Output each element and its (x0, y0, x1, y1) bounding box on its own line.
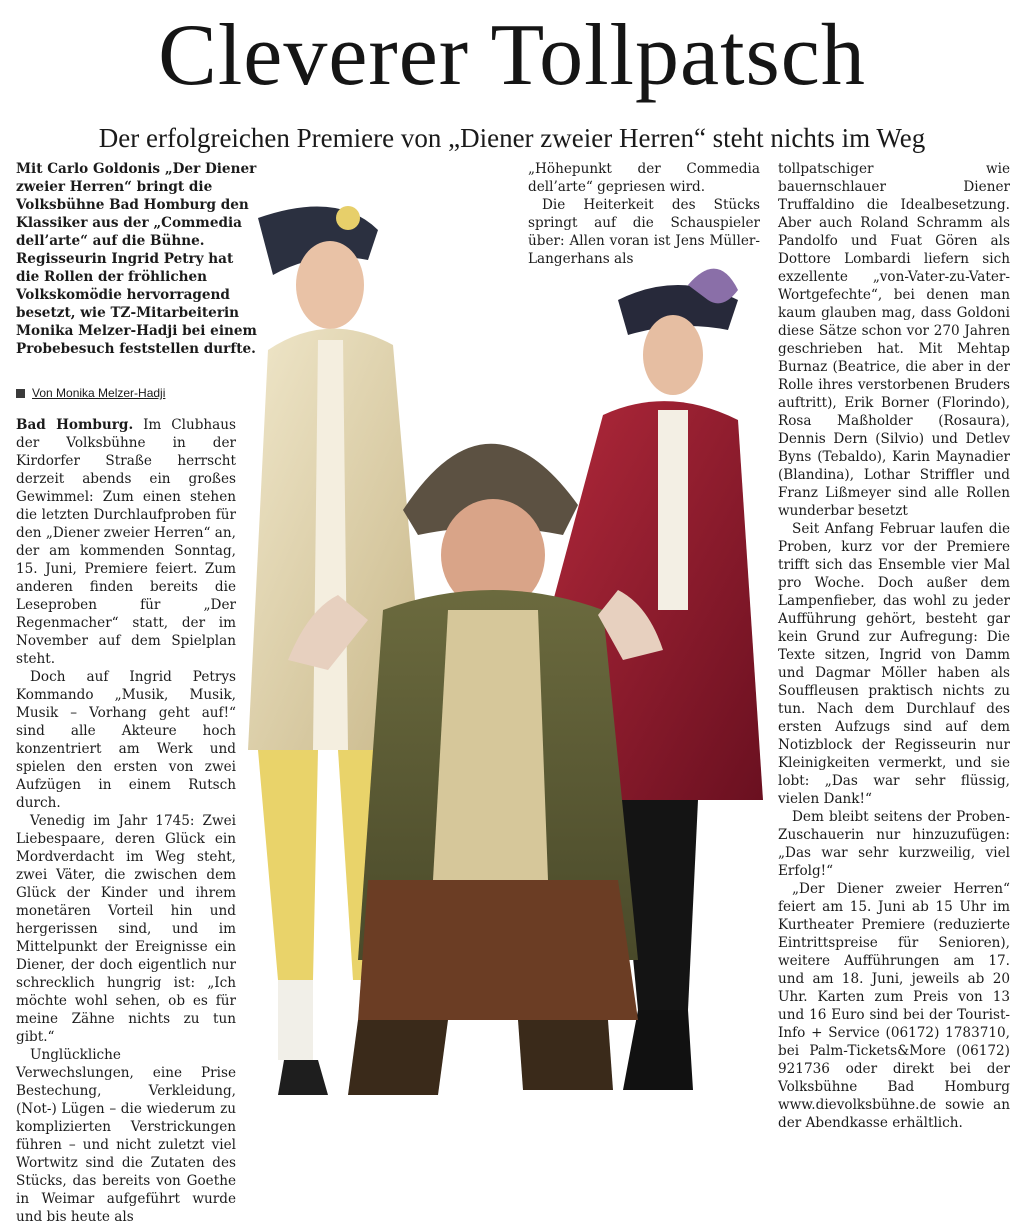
byline (16, 384, 260, 402)
paragraph: Dem bleibt seitens der Proben-Zuschauerin nur hinzuzufügen: „Das war sehr kurzweilig, viel Erfolg!“ (778, 809, 1010, 879)
paragraph: Seit Anfang Februar laufen die Proben, kurz vor der Premiere trifft sich das Ensemble vier Mal pro Woche. Doch außer dem Lampenfieber, das wohl zu jeder Aufführung gehört, besteht gar kein Grund zur Aufregung: Die Texte sitzen, Ingrid von Damm und Dagmar Möller haben als Souffleusen praktisch nichts zu tun. Nach dem Durchlauf des ersten Aufzugs sind auf dem Notizblock der Regisseurin nur Kleinigkeiten vermerkt, und sie lobt: „Das war sehr flüssig, vielen Dank!“ (778, 521, 1010, 807)
paragraph: Unglückliche Verwechslungen, eine Prise Bestechung, Verkleidung, (Not-) Lügen – die wiederum zu komplizierten Verstrickungen führen – und nicht zuletzt viel Wortwitz sind die Zutaten des Stücks, das bereits von Goethe in Weimar aufgeführt wurde und bis heute als (16, 1047, 236, 1225)
paragraph: „Der Diener zweier Herren“ feiert am 15. Juni ab 15 Uhr im Kurtheater Premiere (reduzierte Eintrittspreise für Senioren), weitere Aufführungen am 17. und am 18. Juni, jeweils ab 20 Uhr. Karten zum Preis von 13 und 16 Euro sind bei der Tourist-Info + Service (06172) 1783710, bei Palm-Tickets&More (06172) 921736 oder direkt bei der Volksbühne Bad Homburg www.dievolksbühne.de sowie an der Abendkasse erhältlich. (778, 881, 1010, 1131)
paragraph: Die Heiterkeit des Stücks springt auf die Schauspieler über: Allen voran ist Jens Müller-Langerhans als (528, 197, 760, 267)
byline-square-icon (16, 389, 25, 398)
paragraph-text: Im Clubhaus der Volksbühne in der Kirdorfer Straße herrscht derzeit abends ein großes Gewimmel: Zum einen stehen die letzten Durchlaufproben für den „Diener zweier Herren“ an, der am kommenden Sonntag, 15. Juni, Premiere feiert. Zum anderen finden bereits die Leseproben für „Der Regenmacher“ statt, der im November auf dem Spielplan steht. (16, 417, 237, 667)
column-3 (778, 160, 1010, 1132)
column-1 (16, 160, 260, 1226)
actors-photo (218, 190, 776, 1120)
headline: Cleverer Tollpatsch (158, 7, 866, 104)
paragraph: Doch auf Ingrid Petrys Kommando „Musik, Musik, Musik – Vorhang geht auf!“ sind alle Akteure hoch konzentriert am Werk und spielen den ersten von zwei Aufzügen in einem Rutsch durch. (16, 669, 236, 811)
subheadline: Der erfolgreichen Premiere von „Diener zweier Herren“ steht nichts im Weg (98, 123, 926, 153)
byline-author: Von Monika Melzer-Hadji (32, 386, 166, 400)
column-1-body (16, 416, 236, 1226)
paragraph (16, 416, 236, 668)
paragraph: tollpatschiger wie bauernschlauer Diener Truffaldino die Idealbesetzung. Aber auch Roland Schramm als Pandolfo und Fuat Gören als Dottore Lombardi liefern sich exzellente „von-Vater-zu-Vater-Wortgefechte“, bei denen man kaum glauben mag, dass Goldoni diese Sätze schon vor 270 Jahren geschrieben hat. Mit Mehtap Burnaz (Beatrice, die aber in der Rolle ihres verstorbenen Bruders auftritt), Erik Borner (Florindo), Rosa Maßholder (Rosaura), Dennis Dern (Silvio) und Detlev Byns (Tebaldo), Karin Maynadier (Blandina), Lothar Striffler und Franz Lißmeyer sind alle Rollen wunderbar besetzt (778, 161, 1010, 519)
column-2 (528, 160, 760, 268)
dateline: Bad Homburg. (16, 417, 134, 433)
article-lead: Mit Carlo Goldonis „Der Diener zweier Herren“ bringt die Volksbühne Bad Homburg den Klassiker aus der „Commedia dell’arte“ auf die Bühne. Regisseurin Ingrid Petry hat die Rollen der fröhlichen Volkskomödie hervorragend besetzt, wie TZ-Mitarbeiterin Monika Melzer-Hadji bei einem Probebesuch feststellen durfte. (16, 161, 257, 357)
paragraph: Venedig im Jahr 1745: Zwei Liebespaare, deren Glück ein Mordverdacht im Weg steht, zwei Väter, die zwischen dem Glück der Kinder und ihrem monetären Vorteil hin und hergerissen sind, und im Mittelpunkt der Ereignisse ein Diener, der doch eigentlich nur schrecklich hungrig ist: „Ich möchte wohl sehen, ob es für meine Zähne nichts zu tun gibt.“ (16, 813, 236, 1045)
paragraph: „Höhepunkt der Commedia dell’arte“ gepriesen wird. (528, 161, 760, 195)
